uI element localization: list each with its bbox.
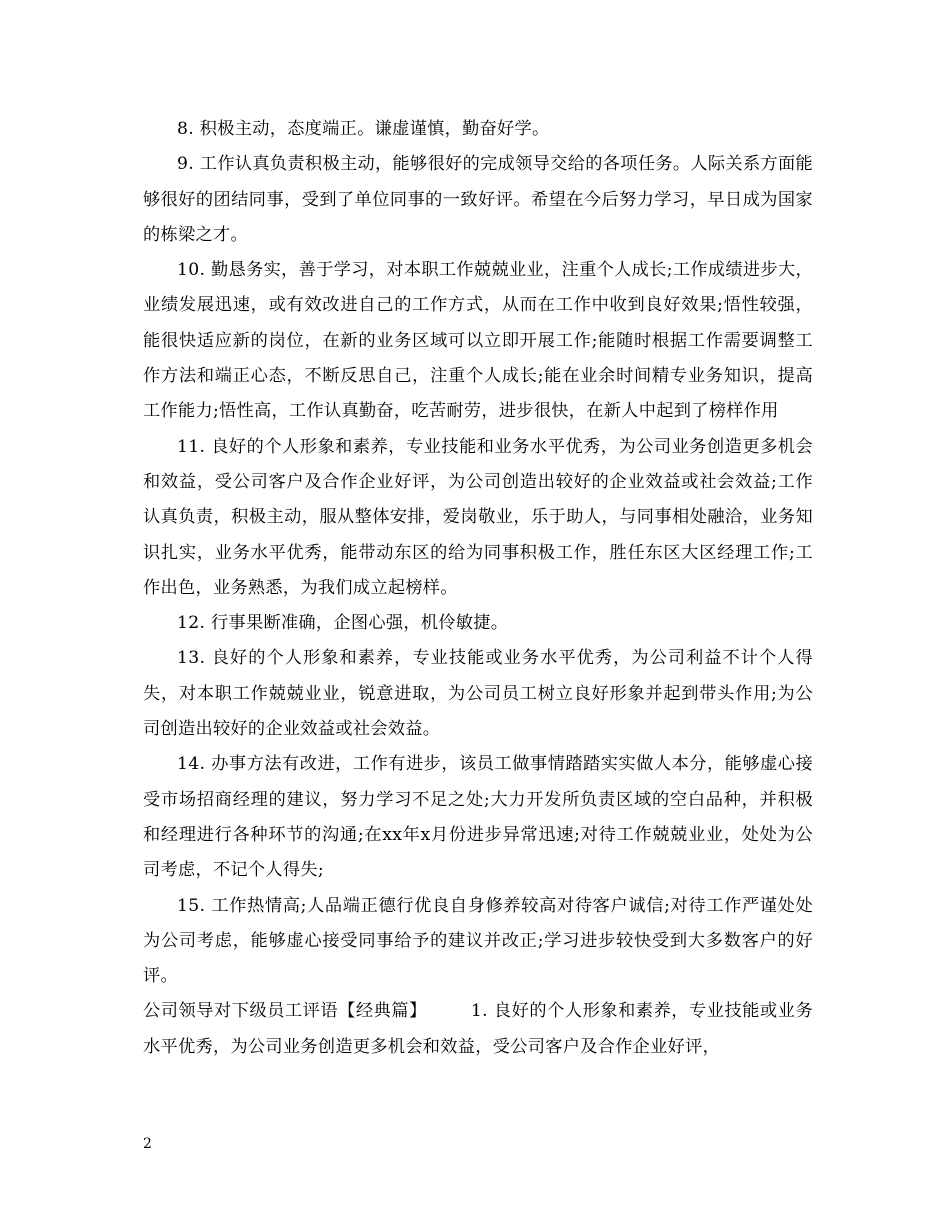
comment-item-13: 13. 良好的个人形象和素养，专业技能或业务水平优秀，为公司利益不计个人得失，对本职工作兢兢业业，锐意进取，为公司员工树立良好形象并起到带头作用;为公司创造出较好的企业效益或社会效益。 [143,648,813,740]
comment-item-15: 15. 工作热情高;人品端正德行优良自身修养较高对待客户诚信;对待工作严谨处处为公司考虑，能够虚心接受同事给予的建议并改正;学习进步较快受到大多数客户的好评。 [143,895,813,987]
page-number: 2 [143,1136,152,1152]
comment-item-10: 10. 勤恳务实，善于学习，对本职工作兢兢业业，注重个人成长;工作成绩进步大，业绩发展迅速，或有效改进自己的工作方式，从而在工作中收到良好效果;悟性较强，能很快适应新的岗位，在新的业务区域可以立即开展工作;能随时根据工作需要调整工作方法和端正心态，不断反思自己，注重个人成长;能在业余时间精专业务知识，提高工作能力;悟性高，工作认真勤奋，吃苦耐劳，进步很快，在新人中起到了榜样作用 [143,260,813,422]
comment-item-14: 14. 办事方法有改进，工作有进步，该员工做事情踏踏实实做人本分，能够虚心接受市场招商经理的建议，努力学习不足之处;大力开发所负责区域的空白品种，并积极和经理进行各种环节的沟通;在xx年x月份进步异常迅速;对待工作兢兢业业，处处为公司考虑，不记个人得失; [143,754,813,881]
section-heading: 公司领导对下级员工评语【经典篇】 [143,1001,427,1022]
document-body [143,112,813,1065]
comment-item-9: 9. 工作认真负责积极主动，能够很好的完成领导交给的各项任务。人际关系方面能够很好的团结同事，受到了单位同事的一致好评。希望在今后努力学习，早日成为国家的栋梁之才。 [143,154,813,245]
section-paragraph [143,994,813,1065]
comment-item-8: 8. 积极主动，态度端正。谦虚谨慎，勤奋好学。 [177,119,550,139]
comment-item-11: 11. 良好的个人形象和素养，专业技能和业务水平优秀，为公司业务创造更多机会和效益，受公司客户及合作企业好评，为公司创造出较好的企业效益或社会效益;工作认真负责，积极主动，服从整体安排，爱岗敬业，乐于助人，与同事相处融洽，业务知识扎实，业务水平优秀，能带动东区的给为同事积极工作，胜任东区大区经理工作;工作出色，业务熟悉，为我们成立起榜样。 [143,436,813,598]
section-item-1: 1. 良好的个人形象和素养，专业技能或业务水平优秀，为公司业务创造更多机会和效益，受公司客户及合作企业好评， [143,1001,813,1057]
comment-item-12: 12. 行事果断准确，企图心强，机伶敏捷。 [177,613,509,634]
